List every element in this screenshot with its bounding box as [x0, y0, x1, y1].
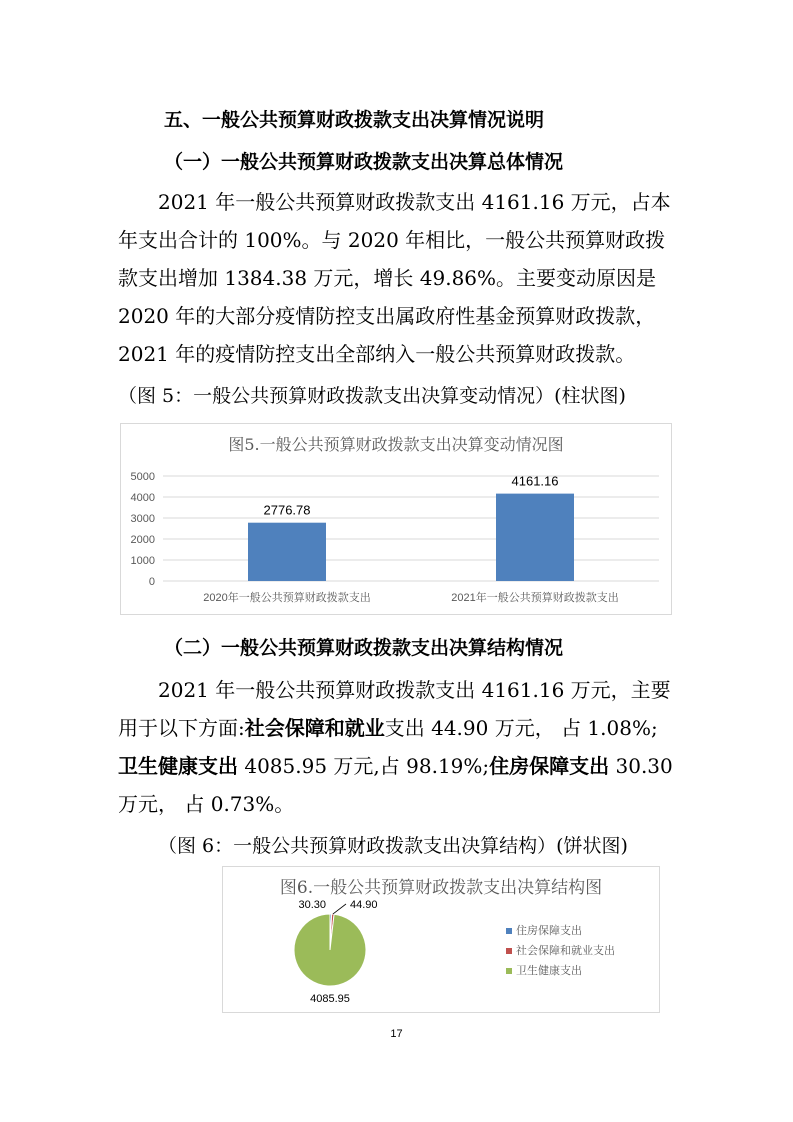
y-tick-label: 1000 — [130, 555, 155, 567]
paragraph2-line-2 — [118, 716, 658, 740]
leader-line — [333, 904, 346, 914]
paragraph2-line-4: 万元， 占 0.73%。 — [118, 792, 295, 816]
pie-chart-title: 图6.一般公共预算财政拨款支出决算结构图 — [279, 878, 603, 898]
y-tick-label: 4000 — [130, 492, 155, 504]
bar — [248, 523, 326, 581]
pie-value-label: 4085.95 — [310, 993, 350, 1005]
pie-chart-box — [222, 866, 660, 1013]
paragraph2-line-3 — [118, 754, 673, 778]
bold-social-security: 社会保障和就业 — [244, 716, 385, 740]
bar-value-label: 2776.78 — [263, 502, 311, 518]
bold-health: 卫生健康支出 — [118, 754, 238, 778]
legend-label: 住房保障支出 — [516, 925, 582, 937]
legend-swatch — [506, 928, 512, 934]
bar-chart — [121, 424, 671, 614]
text-segment: 30.30 — [609, 754, 673, 778]
paragraph-line-4: 2020 年的大部分疫情防控支出属政府性基金预算财政拨款， — [118, 304, 656, 328]
pie-slice — [294, 914, 366, 986]
bar-value-label: 4161.16 — [511, 473, 559, 489]
legend-swatch — [506, 948, 512, 954]
text-segment: 支出 44.90 万元， 占 1.08%; — [384, 716, 658, 740]
x-tick-label: 2021年一般公共预算财政拨款支出 — [451, 592, 619, 604]
legend-label: 社会保障和就业支出 — [516, 945, 615, 957]
pie-value-label: 44.90 — [350, 899, 378, 911]
bold-housing: 住房保障支出 — [489, 754, 610, 778]
paragraph-line-5: 2021 年的疫情防控支出全部纳入一般公共预算财政拨款。 — [118, 342, 636, 366]
x-tick-label: 2020年一般公共预算财政拨款支出 — [203, 592, 371, 604]
subsection-heading-2: （二）一般公共预算财政拨款支出决算结构情况 — [164, 637, 564, 659]
section-heading: 五、一般公共预算财政拨款支出决算情况说明 — [164, 109, 545, 131]
subsection-heading-1: （一）一般公共预算财政拨款支出决算总体情况 — [164, 151, 564, 173]
figure-caption-5: （图 5：一般公共预算财政拨款支出决算变动情况）(柱状图) — [118, 385, 626, 407]
legend-swatch — [506, 968, 512, 974]
y-tick-label: 5000 — [130, 471, 155, 483]
y-tick-label: 0 — [148, 576, 155, 588]
paragraph-line-3: 款支出增加 1384.38 万元，增长 49.86%。主要变动原因是 — [118, 266, 657, 290]
bar-chart-title: 图5.一般公共预算财政拨款支出决算变动情况图 — [228, 435, 564, 454]
paragraph2-line-1: 2021 年一般公共预算财政拨款支出 4161.16 万元，主要 — [158, 678, 671, 702]
bar — [496, 494, 574, 581]
pie-chart — [223, 867, 659, 1012]
page-number: 17 — [390, 1028, 403, 1040]
paragraph-line-2: 年支出合计的 100%。与 2020 年相比，一般公共预算财政拨 — [118, 228, 666, 252]
text-segment: 用于以下方面: — [118, 716, 245, 740]
legend-label: 卫生健康支出 — [516, 965, 582, 977]
bar-chart-box — [120, 423, 672, 615]
text-segment: 4085.95 万元,占 98.19%; — [238, 754, 490, 778]
figure-caption-6: （图 6：一般公共预算财政拨款支出决算结构）(饼状图) — [158, 835, 628, 857]
paragraph-line-1: 2021 年一般公共预算财政拨款支出 4161.16 万元，占本 — [158, 190, 671, 214]
y-tick-label: 3000 — [130, 513, 155, 525]
y-tick-label: 2000 — [130, 534, 155, 546]
pie-value-label: 30.30 — [298, 899, 326, 911]
